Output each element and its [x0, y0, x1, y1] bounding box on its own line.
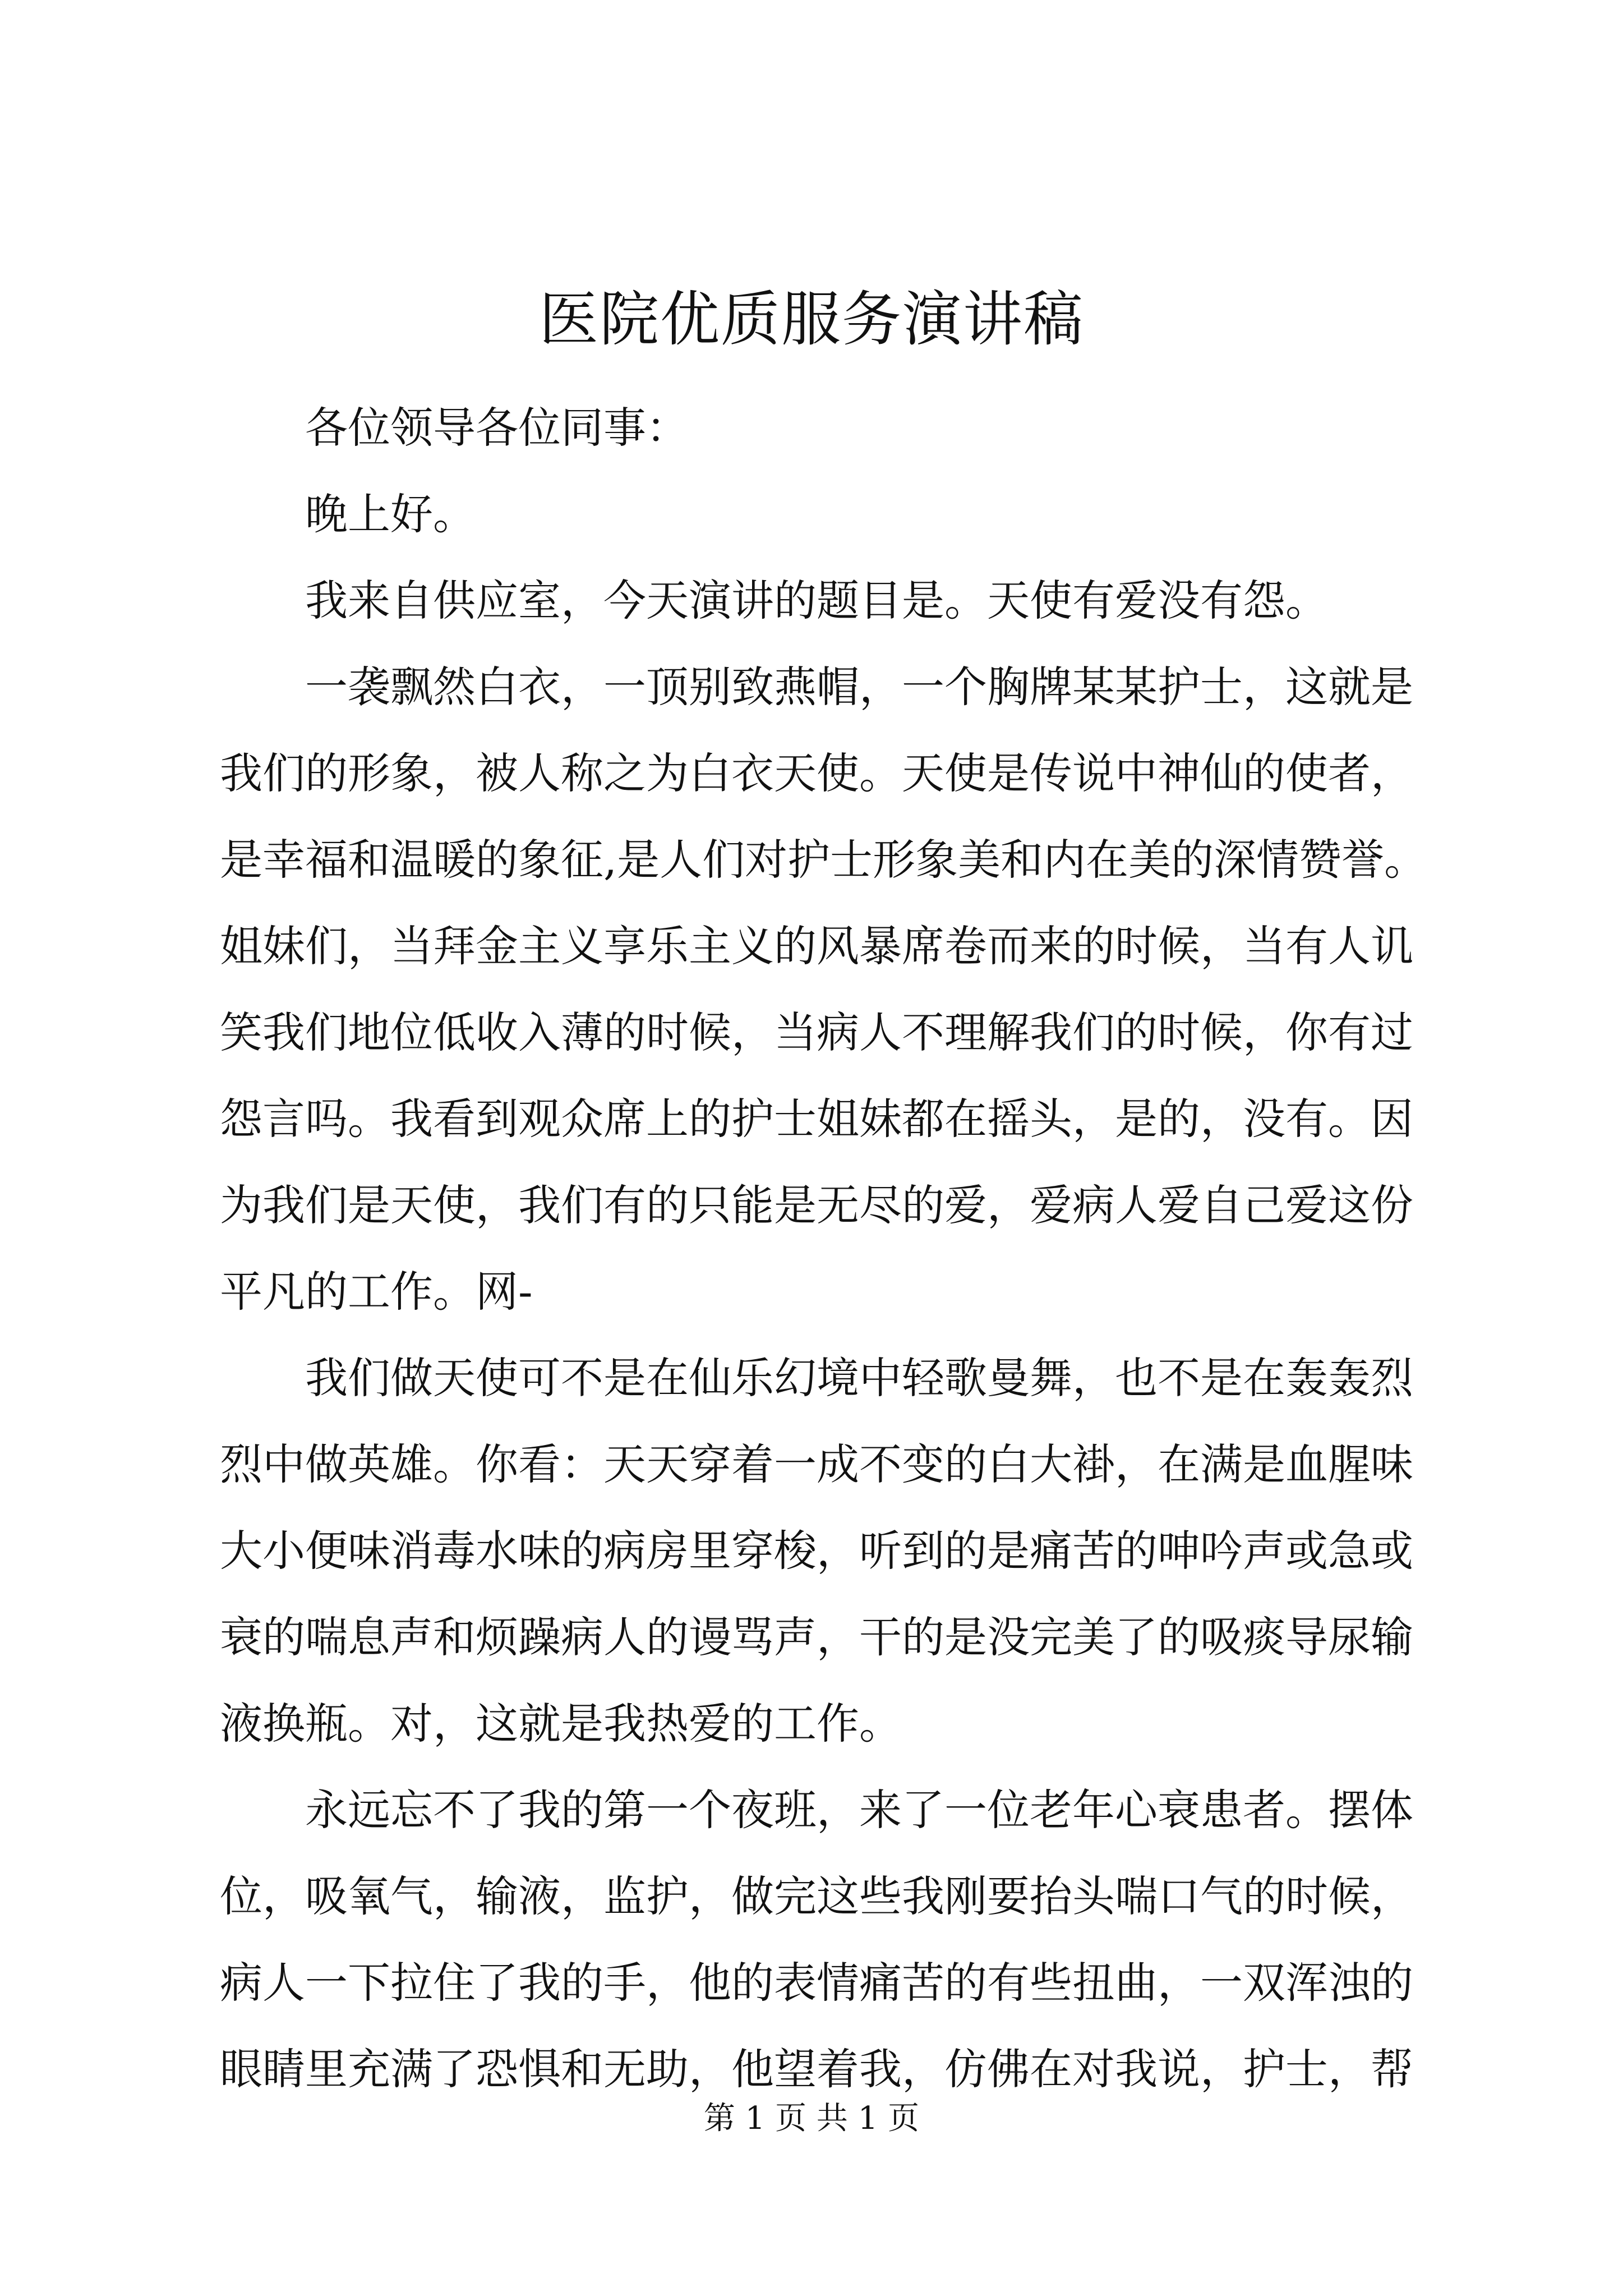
- intro-line: 我来自供应室，今天演讲的题目是。天使有爱没有怨。: [305, 576, 1328, 625]
- paragraph-3-line: 病人一下拉住了我的手，他的表情痛苦的有些扭曲，一双浑浊的: [220, 1958, 1413, 2008]
- paragraph-2-line: 我们做天使可不是在仙乐幻境中轻歌曼舞，也不是在轰轰烈: [305, 1353, 1413, 1403]
- greeting-line: 各位领导各位同事：: [305, 403, 689, 453]
- paragraph-1-line: 为我们是天使，我们有的只能是无尽的爱，爱病人爱自己爱这份: [220, 1180, 1413, 1230]
- page-footer: 第 1 页 共 1 页: [703, 2100, 920, 2137]
- paragraph-1-line: 姐妹们，当拜金主义享乐主义的风暴席卷而来的时候，当有人讥: [220, 921, 1413, 971]
- document-title: 医院优质服务演讲稿: [539, 285, 1084, 354]
- greeting-paragraph: [220, 385, 1409, 471]
- paragraph-2-line: 衰的喘息声和烦躁病人的谩骂声，干的是没完美了的吸痰导尿输: [220, 1612, 1413, 1662]
- paragraph-3-line: 眼睛里充满了恐惧和无助，他望着我，仿佛在对我说，护士，帮: [220, 2044, 1413, 2094]
- paragraph-3: [220, 1767, 1413, 2113]
- paragraph-1-line: 平凡的工作。网-: [220, 1267, 533, 1317]
- paragraph-2-line: 烈中做英雄。你看：天天穿着一成不变的白大褂，在满是血腥味: [220, 1439, 1413, 1489]
- paragraph-1: [220, 644, 1427, 1335]
- salutation-paragraph: [220, 471, 1409, 558]
- paragraph-2-line: 大小便味消毒水味的病房里穿梭，听到的是痛苦的呻吟声或急或: [220, 1526, 1413, 1576]
- document-body: [220, 385, 1427, 2113]
- paragraph-1-line: 一袭飘然白衣，一顶别致燕帽，一个胸牌某某护士，这就是: [305, 662, 1413, 712]
- intro-paragraph: [220, 558, 1409, 644]
- salutation-line: 晚上好。: [305, 489, 476, 539]
- paragraph-3-line: 位，吸氧气，输液，监护，做完这些我刚要抬头喘口气的时候，: [220, 1871, 1413, 1921]
- paragraph-3-line: 永远忘不了我的第一个夜班，来了一位老年心衰患者。摆体: [305, 1785, 1413, 1835]
- paragraph-1-line: 笑我们地位低收入薄的时候，当病人不理解我们的时候，你有过: [220, 1007, 1413, 1057]
- paragraph-1-line: 是幸福和温暖的象征,是人们对护士形象美和内在美的深情赞誉。: [220, 835, 1427, 885]
- paragraph-1-line: 怨言吗。我看到观众席上的护士姐妹都在摇头，是的，没有。因: [220, 1094, 1413, 1144]
- paragraph-2: [220, 1335, 1413, 1767]
- paragraph-2-line: 液换瓶。对，这就是我热爱的工作。: [220, 1699, 902, 1749]
- paragraph-1-line: 我们的形象，被人称之为白衣天使。天使是传说中神仙的使者，: [220, 748, 1413, 798]
